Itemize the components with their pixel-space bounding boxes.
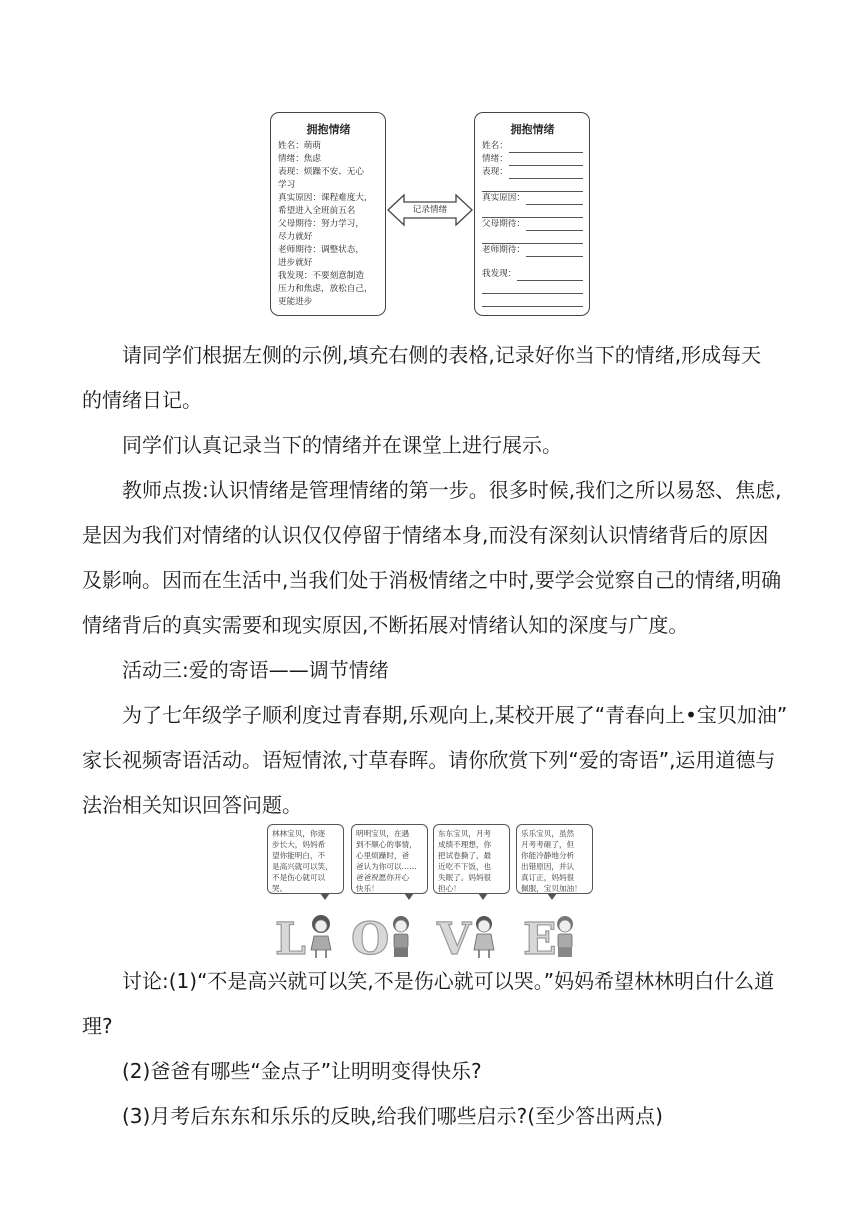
teacher-field[interactable] bbox=[482, 244, 583, 257]
emotion-field-label: 情绪： bbox=[482, 154, 508, 164]
bubble-line: 快乐！ bbox=[356, 884, 379, 893]
bubble-line: 乐乐宝贝，虽然 bbox=[521, 829, 575, 838]
bubble-tail bbox=[478, 893, 488, 900]
speech-bubble-linlin bbox=[267, 824, 344, 894]
example-card-line: 父母期待：努力学习， bbox=[278, 219, 364, 229]
paragraph-line: 是因为我们对情绪的认识仅仅停留于情绪本身,而没有深刻认识情绪背后的原因 bbox=[82, 523, 769, 547]
love-messages-figure bbox=[265, 822, 595, 962]
bubble-line: 望你能明白，不 bbox=[272, 851, 326, 860]
letter-l-illustration bbox=[275, 914, 331, 960]
teacher-field-label: 老师期待： bbox=[482, 245, 525, 255]
bubble-line: 是高兴就可以笑， bbox=[272, 862, 333, 871]
behavior-field-label: 表现： bbox=[482, 167, 508, 177]
example-card-line: 老师期待：调整状态， bbox=[278, 245, 364, 255]
paragraph-line: 同学们认真记录当下的情绪并在课堂上进行展示。 bbox=[122, 433, 562, 457]
example-card-line: 希望进入全班前五名 bbox=[278, 206, 356, 216]
question-3: (3)月考后东东和乐乐的反映,给我们哪些启示?(至少答出两点) bbox=[122, 1104, 663, 1128]
bubble-line: 哭。 bbox=[272, 884, 288, 893]
bubble-line: 月考考砸了，但 bbox=[521, 840, 575, 849]
bubble-line: 真订正，妈妈很 bbox=[521, 873, 575, 882]
example-card-line: 压力和焦虑，放松自己， bbox=[278, 284, 373, 294]
question-1-line: 讨论:(1)“不是高兴就可以笑,不是伤心就可以哭。”妈妈希望林林明白什么道 bbox=[122, 969, 775, 993]
question-1-line: 理? bbox=[82, 1014, 113, 1038]
reason-field[interactable] bbox=[482, 192, 583, 205]
paragraph-line: 为了七年级学子顺利度过青春期,乐观向上,某校开展了“青春向上•宝贝加油” bbox=[122, 703, 788, 727]
paragraph-line: 法治相关知识回答问题。 bbox=[82, 793, 302, 817]
arrow-label: 记录情绪 bbox=[412, 205, 448, 215]
bubble-tail bbox=[404, 893, 414, 900]
paragraph-line: 的情绪日记。 bbox=[82, 388, 202, 412]
double-arrow-icon bbox=[386, 192, 474, 228]
paragraph-line: 教师点拨:认识情绪是管理情绪的第一步。很多时候,我们之所以易怒、焦虑, bbox=[122, 478, 782, 502]
example-card-line: 真实原因：课程难度大， bbox=[278, 193, 373, 203]
letter-o: O bbox=[351, 914, 390, 960]
bubble-line: 林林宝贝，你逐 bbox=[272, 829, 326, 838]
paragraph-line: 情绪背后的真实需要和现实原因,不断拓展对情绪认知的深度与广度。 bbox=[82, 613, 689, 637]
bubble-line: 失眠了。妈妈很 bbox=[438, 873, 492, 882]
bubble-line: 爸爸祝愿你开心 bbox=[356, 873, 410, 882]
example-card-line: 我发现：不要刻意制造 bbox=[278, 271, 364, 281]
example-card-line: 表现：烦躁不安、无心 bbox=[278, 167, 364, 177]
question-2: (2)爸爸有哪些“金点子”让明明变得快乐? bbox=[122, 1059, 482, 1083]
finding-field[interactable] bbox=[482, 268, 583, 281]
speech-bubble-lele bbox=[516, 824, 593, 894]
letter-v: V bbox=[437, 914, 472, 960]
blank-line[interactable] bbox=[482, 294, 583, 307]
emotion-field[interactable] bbox=[482, 153, 583, 166]
example-card-line: 姓名：萌萌 bbox=[278, 141, 321, 151]
example-emotion-card bbox=[270, 112, 386, 316]
paragraph-line: 及影响。因而在生活中,当我们处于消极情绪之中时,要学会觉察自己的情绪,明确 bbox=[82, 568, 782, 592]
paragraph-line: 请同学们根据左侧的示例,填充右侧的表格,记录好你当下的情绪,形成每天 bbox=[122, 343, 762, 367]
letter-o-illustration bbox=[351, 914, 409, 960]
parents-field-label: 父母期待： bbox=[482, 219, 525, 229]
example-card-line: 情绪：焦虑 bbox=[278, 154, 321, 164]
bubble-line: 把试卷撕了，最 bbox=[438, 851, 492, 860]
example-card-line: 更能进步 bbox=[278, 297, 313, 307]
behavior-field[interactable] bbox=[482, 166, 583, 179]
bubble-line: 出错原因，并认 bbox=[521, 862, 575, 871]
blank-card-title: 拥抱情绪 bbox=[510, 123, 555, 136]
bubble-line: 明明宝贝，在遇 bbox=[356, 829, 410, 838]
finding-field-label: 我发现： bbox=[482, 269, 517, 279]
example-card-line: 学习 bbox=[278, 180, 296, 190]
bubble-line: 到不顺心的事情， bbox=[356, 840, 417, 849]
bubble-line: 爸认为你可以…… bbox=[356, 862, 417, 871]
example-card-line: 进步就好 bbox=[278, 258, 313, 268]
bubble-line: 东东宝贝，月考 bbox=[438, 829, 492, 838]
letter-v-illustration bbox=[436, 914, 494, 960]
example-card-title: 拥抱情绪 bbox=[306, 123, 351, 136]
speech-bubble-mingming bbox=[351, 824, 428, 894]
bubble-line: 担心！ bbox=[438, 884, 461, 893]
bubble-tail bbox=[320, 893, 330, 900]
letter-e-illustration bbox=[523, 914, 573, 960]
blank-line[interactable] bbox=[482, 231, 583, 244]
activity-title: 活动三:爱的寄语——调节情绪 bbox=[122, 658, 389, 682]
bubble-line: 不是伤心就可以 bbox=[272, 873, 326, 882]
bubble-line: 心里烦躁时，爸 bbox=[356, 851, 410, 860]
letter-e: E bbox=[523, 914, 557, 960]
blank-line[interactable] bbox=[482, 281, 583, 294]
reason-field-label: 真实原因： bbox=[482, 193, 525, 203]
blank-emotion-card bbox=[474, 112, 590, 316]
bubble-tail bbox=[547, 893, 557, 900]
name-field[interactable] bbox=[482, 140, 583, 153]
paragraph-line: 家长视频寄语活动。语短情浓,寸草春晖。请你欣赏下列“爱的寄语”,运用道德与 bbox=[82, 748, 776, 772]
bubble-line: 步长大，妈妈希 bbox=[272, 840, 326, 849]
bubble-line: 你能冷静地分析 bbox=[521, 851, 575, 860]
example-card-line: 尽力就好 bbox=[278, 232, 313, 242]
parents-field[interactable] bbox=[482, 218, 583, 231]
name-field-label: 姓名： bbox=[482, 141, 508, 151]
blank-line[interactable] bbox=[482, 179, 583, 192]
bubble-line: 成绩不理想，你 bbox=[438, 840, 492, 849]
love-letters-illustration bbox=[265, 910, 595, 960]
bubble-line: 近吃不下饭，也 bbox=[438, 862, 492, 871]
blank-line[interactable] bbox=[482, 205, 583, 218]
emotion-record-figure bbox=[270, 112, 592, 318]
speech-bubble-dongdong bbox=[433, 824, 510, 894]
letter-l: L bbox=[275, 914, 306, 960]
bubble-line: 佩服，宝贝加油！ bbox=[521, 884, 582, 893]
